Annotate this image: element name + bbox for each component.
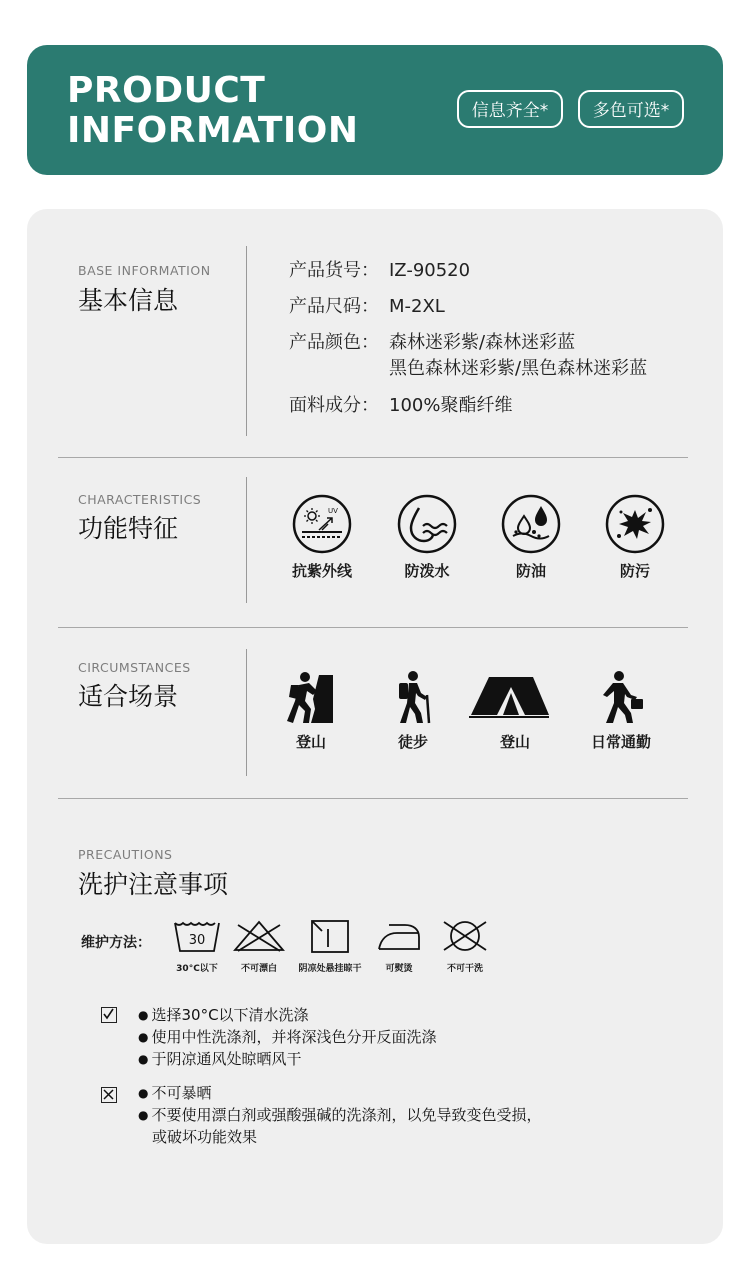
uv-protection-icon: [292, 494, 352, 554]
scene-camping: [470, 669, 560, 752]
info-row-size: 产品尺码： M-2XL: [289, 296, 445, 317]
feature-oil: [486, 494, 576, 581]
scene-label: 登山: [295, 733, 326, 751]
info-row-color-cont: 黑色森林迷彩紫/黑色森林迷彩蓝: [389, 358, 648, 379]
climbing-icon: [283, 669, 339, 725]
scene-label: 徒步: [397, 733, 428, 751]
header-banner: [27, 45, 723, 175]
list-item: ● 使用中性洗涤剂，并将深浅色分开反面洗涤: [138, 1027, 437, 1049]
title-line-2: INFORMATION: [67, 110, 359, 151]
commute-icon: [593, 669, 649, 725]
badge-multi-color: 多色可选*: [578, 90, 684, 128]
list-item: ● 选择30°C以下清水洗涤: [138, 1005, 437, 1027]
precautions-en: PRECAUTIONS: [78, 847, 173, 862]
info-row-fabric: 面料成分： 100%聚酯纤维: [289, 395, 513, 416]
base-info-en: BASE INFORMATION: [78, 263, 211, 278]
page-title: [67, 71, 359, 151]
feature-label: 防泼水: [404, 562, 450, 580]
oil-repellent-icon: [501, 494, 561, 554]
scene-label: 日常通勤: [590, 733, 651, 751]
badge-complete-info: 信息齐全*: [457, 90, 563, 128]
circumstances-en: CIRCUMSTANCES: [78, 660, 191, 675]
scene-commute: [576, 669, 666, 752]
tent-icon: [467, 669, 551, 725]
divider-vertical: [246, 649, 247, 776]
base-info-title: 基本信息: [78, 286, 179, 315]
info-panel: [27, 209, 723, 1244]
characteristics-title: 功能特征: [78, 514, 179, 543]
feature-uv: [277, 494, 367, 581]
divider-horizontal: [58, 798, 688, 799]
wash-30-icon: [172, 919, 222, 953]
list-item: ● 不要使用漂白剂或强酸强碱的洗涤剂，以免导致变色受损，: [138, 1105, 542, 1127]
line-dry-shade-icon: [295, 919, 365, 953]
no-bleach-icon: [232, 919, 286, 953]
water-repellent-icon: [397, 494, 457, 554]
care-method-label: 维护方法：: [81, 935, 151, 951]
do-list: [138, 1005, 437, 1071]
feature-water: [382, 494, 472, 581]
care-line-dry: 阴凉处悬挂晾干: [295, 919, 365, 974]
info-row-color: 产品颜色： 森林迷彩紫/森林迷彩蓝: [289, 332, 576, 353]
care-no-bleach: 不可漂白: [232, 919, 286, 974]
divider-vertical: [246, 246, 247, 436]
scene-climbing: [266, 669, 356, 752]
info-row-sku: 产品货号： IZ-90520: [289, 260, 471, 281]
divider-horizontal: [58, 457, 688, 458]
iron-icon: [375, 919, 423, 953]
no-dry-clean-icon: [438, 919, 492, 953]
cross-box-icon: [101, 1087, 117, 1103]
dont-list: [138, 1083, 542, 1148]
list-item-continuation: 或破坏功能效果: [152, 1128, 258, 1146]
title-line-1: PRODUCT: [67, 70, 266, 111]
svg-text:30: 30: [188, 933, 206, 948]
care-wash-30: 30 30°C以下: [172, 919, 222, 974]
scene-label: 登山: [499, 733, 530, 751]
feature-label: 抗紫外线: [291, 562, 352, 580]
circumstances-title: 适合场景: [78, 682, 179, 711]
stain-resistant-icon: [605, 494, 665, 554]
svg-text:UV: UV: [328, 507, 338, 515]
care-iron: 可熨烫: [375, 919, 423, 974]
divider-vertical: [246, 477, 247, 603]
hiking-icon: [385, 669, 441, 725]
list-item: ● 于阴凉通风处晾晒风干: [138, 1049, 437, 1071]
care-no-dry-clean: 不可干洗: [438, 919, 492, 974]
feature-label: 防油: [515, 562, 546, 580]
check-box-icon: [101, 1007, 117, 1023]
precautions-title: 洗护注意事项: [78, 870, 229, 899]
feature-label: 防污: [619, 562, 650, 580]
characteristics-en: CHARACTERISTICS: [78, 492, 202, 507]
list-item: ● 不可暴晒: [138, 1083, 542, 1105]
divider-horizontal: [58, 627, 688, 628]
feature-stain: [590, 494, 680, 581]
scene-hiking: [368, 669, 458, 752]
